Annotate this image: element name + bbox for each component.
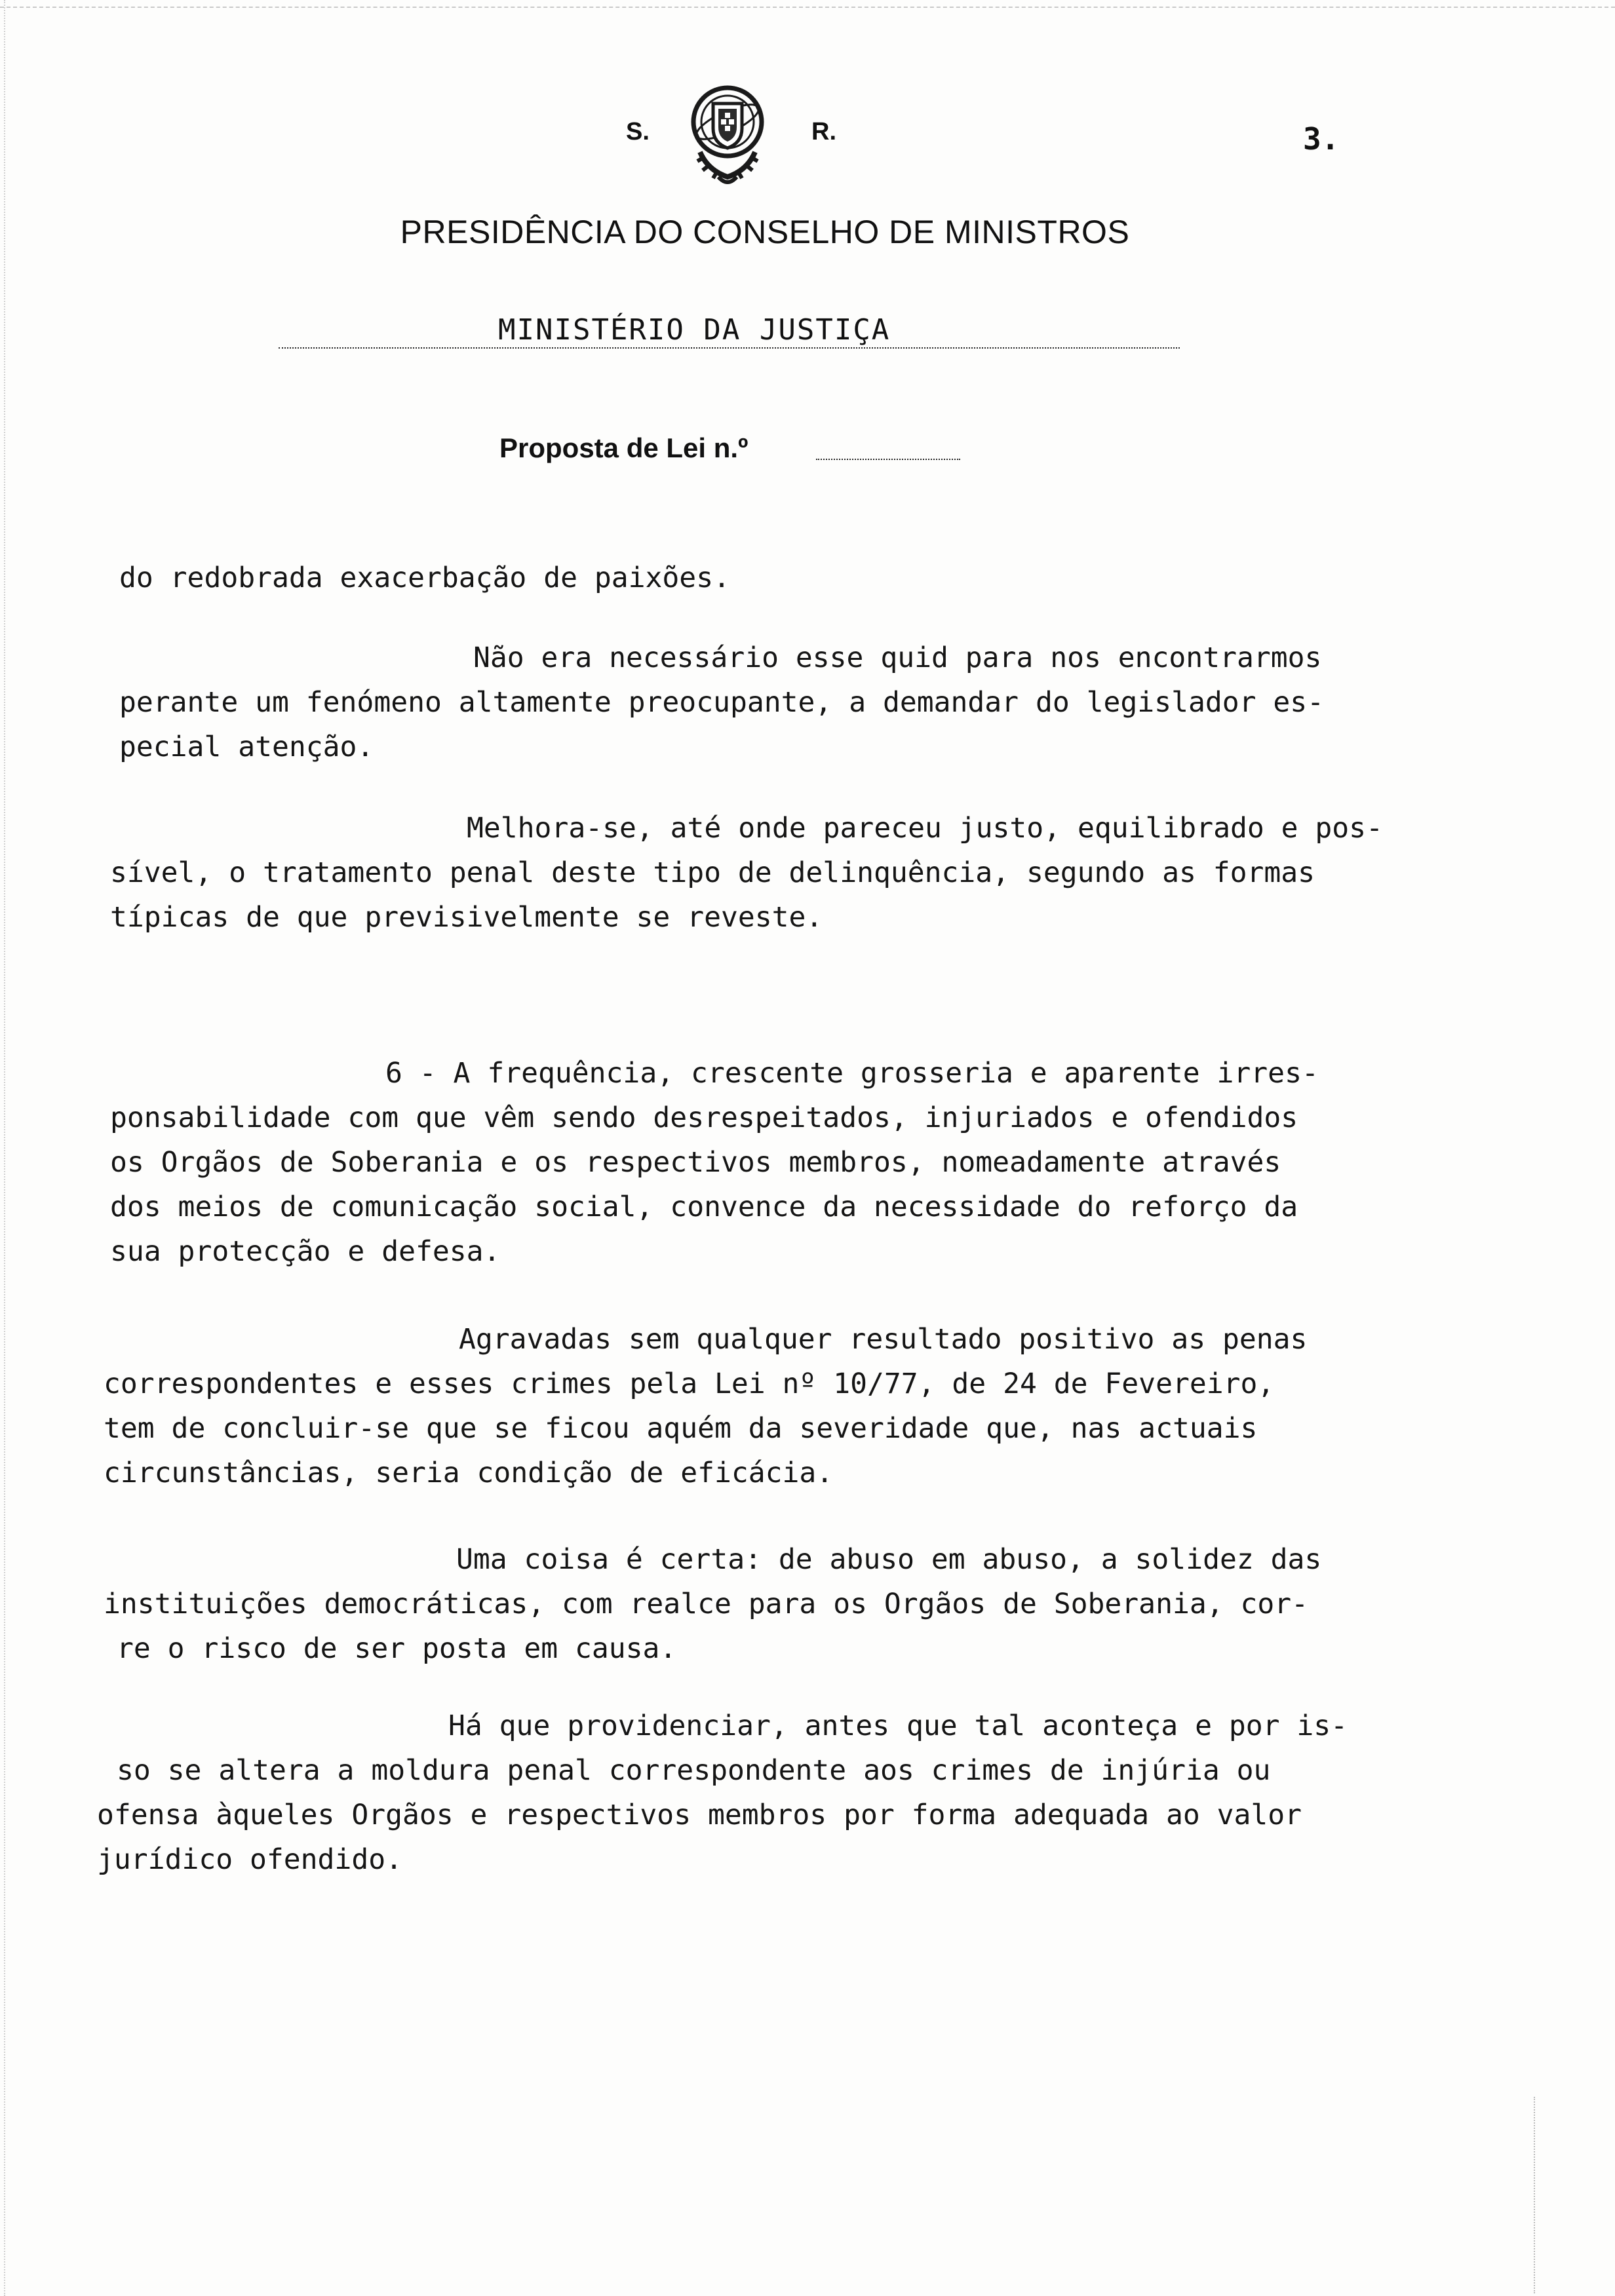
- paragraph-line: típicas de que previsivelmente se reveste.: [110, 901, 823, 934]
- paragraph-line: 6 - A frequência, crescente grosseria e aparente irres-: [385, 1057, 1319, 1090]
- presidency-heading: PRESIDÊNCIA DO CONSELHO DE MINISTROS: [400, 214, 1130, 250]
- paragraph-line: so se altera a moldura penal correspondente aos crimes de injúria ou: [117, 1754, 1271, 1787]
- ministry-heading: MINISTÉRIO DA JUSTIÇA: [498, 313, 891, 347]
- paragraph-line: Há que providenciar, antes que tal aconteça e por is-: [448, 1710, 1348, 1742]
- paragraph-line: do redobrada exacerbação de paixões.: [119, 562, 730, 594]
- seal-left-letter: S.: [626, 118, 650, 145]
- scan-edge-right: [1534, 2097, 1535, 2293]
- paragraph-line: Uma coisa é certa: de abuso em abuso, a solidez das: [456, 1543, 1322, 1576]
- scan-edge-left: [4, 0, 5, 2296]
- scan-edge-top: [0, 7, 1615, 8]
- paragraph-line: instituições democráticas, com realce para os Orgãos de Soberania, cor-: [104, 1588, 1309, 1620]
- paragraph-line: Agravadas sem qualquer resultado positivo as penas: [459, 1323, 1308, 1356]
- paragraph-line: sua protecção e defesa.: [110, 1235, 501, 1268]
- proposal-label: Proposta de Lei n.º: [499, 432, 749, 463]
- letterhead-seal-row: [0, 79, 1615, 197]
- paragraph-line: correspondentes e esses crimes pela Lei nº 10/77, de 24 de Fevereiro,: [104, 1368, 1275, 1400]
- coat-of-arms-icon: [682, 79, 773, 190]
- paragraph-line: Melhora-se, até onde pareceu justo, equilibrado e pos-: [467, 812, 1383, 845]
- page-number: 3.: [1303, 121, 1340, 157]
- paragraph-line: sível, o tratamento penal deste tipo de delinquência, segundo as formas: [110, 856, 1315, 889]
- paragraph-line: circunstâncias, seria condição de eficácia.: [104, 1457, 834, 1489]
- paragraph-line: dos meios de comunicação social, convence da necessidade do reforço da: [110, 1191, 1298, 1223]
- seal-right-letter: R.: [811, 118, 836, 145]
- paragraph-line: Não era necessário esse quid para nos encontrarmos: [473, 641, 1322, 674]
- paragraph-line: tem de concluir-se que se ficou aquém da severidade que, nas actuais: [104, 1412, 1258, 1445]
- paragraph-line: re o risco de ser posta em causa.: [117, 1632, 677, 1665]
- proposal-number-blank: [816, 459, 960, 460]
- paragraph-line: os Orgãos de Soberania e os respectivos membros, nomeadamente através: [110, 1146, 1281, 1179]
- paragraph-line: ponsabilidade com que vêm sendo desrespeitados, injuriados e ofendidos: [110, 1101, 1298, 1134]
- paragraph-line: ofensa àqueles Orgãos e respectivos membros por forma adequada ao valor: [97, 1799, 1302, 1831]
- paragraph-line: perante um fenómeno altamente preocupante, a demandar do legislador es-: [119, 686, 1325, 719]
- paragraph-line: pecial atenção.: [119, 731, 374, 763]
- paragraph-line: jurídico ofendido.: [97, 1843, 402, 1876]
